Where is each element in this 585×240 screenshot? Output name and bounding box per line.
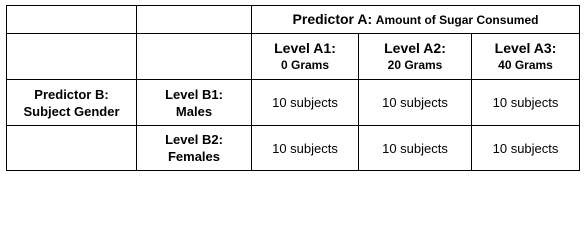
level-a2-value: 20 Grams <box>387 58 443 72</box>
level-a3-header <box>472 34 580 80</box>
level-a3-name: Level A3: <box>494 40 557 56</box>
predictor-b-line2: Subject Gender <box>23 103 120 119</box>
level-a3-value: 40 Grams <box>498 58 553 72</box>
factorial-design-table <box>6 5 580 171</box>
empty-corner-cell <box>137 34 252 80</box>
level-b2-name: Level B2: <box>165 132 223 147</box>
predictor-a-label: Amount of Sugar Consumed <box>375 12 539 27</box>
empty-corner-cell <box>137 6 252 34</box>
table-row-levels-a <box>7 34 580 80</box>
level-b1-name: Level B1: <box>165 86 223 102</box>
level-b1-header <box>137 80 252 126</box>
table-row-header-a <box>7 6 580 34</box>
empty-cell <box>7 126 137 171</box>
predictor-a-header <box>252 6 580 34</box>
table-cell: 10 subjects <box>472 80 580 126</box>
table-cell: 10 subjects <box>359 80 472 126</box>
level-a1-value: 0 Grams <box>280 58 330 72</box>
table-row-level-b2 <box>7 126 580 171</box>
table-cell: 10 subjects <box>359 126 472 171</box>
level-b2-header <box>137 126 252 171</box>
table-cell: 10 subjects <box>252 126 359 171</box>
table-cell: 10 subjects <box>472 126 580 171</box>
predictor-b-line1: Predictor B: <box>34 86 109 102</box>
level-a2-name: Level A2: <box>384 40 446 56</box>
table-cell: 10 subjects <box>252 80 359 126</box>
table-row-level-b1 <box>7 80 580 126</box>
empty-corner-cell <box>7 34 137 80</box>
level-a1-header <box>252 34 359 80</box>
predictor-b-header <box>7 80 137 126</box>
level-b2-value: Females <box>167 149 221 164</box>
empty-corner-cell <box>7 6 137 34</box>
level-b1-value: Males <box>175 103 213 119</box>
predictor-a-prefix: Predictor A: <box>292 10 373 27</box>
level-a2-header <box>359 34 472 80</box>
level-a1-name: Level A1: <box>274 40 336 56</box>
